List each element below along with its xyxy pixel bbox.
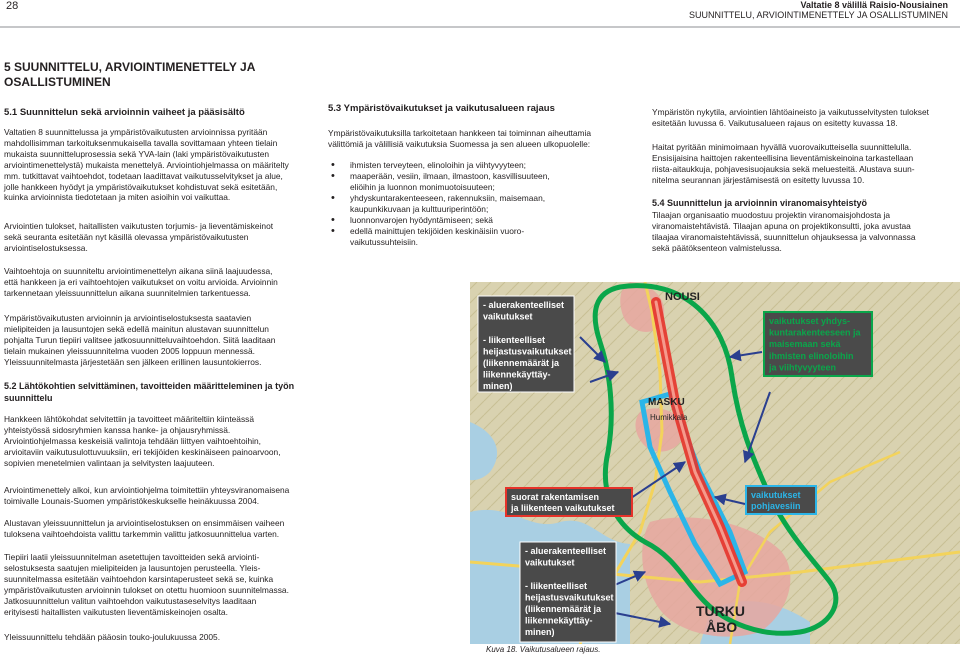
para-right-b — [652, 142, 915, 186]
text-line: Hankkeen lähtökohdat selvitettiin ja tavoitteet määriteltiin kiinteässä — [4, 414, 254, 424]
text-line: pohjalta Turun tiepiiri valitsee jatkosuunnitteluvaihtoehdon. Siitä laaditaan — [4, 334, 276, 345]
text-line: Yleissuunnitelmasta järjestetään sen jälkeen erillinen lausuntokierros. — [4, 356, 262, 367]
text-line: nitelma seurannan järjestämisestä on esitetty luvussa 10. — [652, 174, 865, 185]
text-line: erityisesti haitallisten vaikutusten lieventämiskeinojen osalta. — [4, 606, 228, 617]
text-line: Tilaajan organisaatio muodostuu projektin viranomaisjohdosta ja — [652, 210, 891, 220]
text-line: ihmisten terveyteen, elinoloihin ja viihtyvyyteen; — [350, 160, 526, 170]
map-label-line: minen) — [483, 381, 513, 392]
para-5-1-b — [4, 221, 273, 254]
text-line: esitetään luvussa 6. Vaikutusalueen rajaus on esitetty kuvassa 18. — [652, 117, 898, 128]
bullet-icon: • — [331, 159, 335, 171]
para-5-2-e: Yleissuunnittelu tehdään pääosin touko-joulukuussa 2005. — [4, 632, 221, 642]
para-5-1-a — [4, 127, 289, 203]
map-label-line: vaikutukset — [483, 311, 533, 322]
text-line: sekä päätöksenteon valmistelussa. — [652, 242, 782, 253]
text-line: mm. tutkittavat vaihtoehdot, todetaan laadittavat vaikutusselvitykset ja alue, — [4, 170, 283, 181]
para-5-3-intro — [328, 128, 591, 150]
text-line: mahdollisimman tarkoituksenmukaisella tavalla sovittamaan yhteen tielain — [4, 137, 278, 148]
text-line: toimivalle Lounais-Suomen ympäristökeskukselle heinäkuussa 2004. — [4, 495, 260, 506]
text-line: yhdyskuntarakenteeseen, rakennuksiin, maisemaan, — [350, 193, 546, 203]
bullet-icon: • — [331, 214, 335, 226]
bullet-item — [331, 215, 550, 226]
text-line: Ympäristövaikutuksilla tarkoitetaan hankkeen tai toiminnan aiheuttamia — [328, 128, 592, 138]
map-label-line: vaikutukset — [751, 490, 801, 500]
text-line: Arviointien tulokset, haitallisten vaikutusten torjumis- ja lieventämiskeinot — [4, 221, 274, 231]
heading-5-2 — [4, 380, 294, 404]
map-label-line: vaikutukset yhdys- — [769, 316, 851, 326]
map-label-line: heijastusvaikutukset — [483, 346, 572, 357]
text-line: kuinka arvioinnista tiedotetaan ja miten asioihin voi vaikuttaa. — [4, 192, 231, 203]
header-subtitle: SUUNNITTELU, ARVIOINTIMENETTELY JA OSALLISTUMINEN — [688, 10, 948, 20]
text-line: mukaista suunnitteluprosessia sekä YVA-lain (laki ympäristövaikutusten — [4, 148, 270, 159]
heading-5-4: 5.4 Suunnittelun ja arvioinnin viranomaisyhteistyö — [652, 198, 868, 208]
text-line: sopivien menetelmien valintaan ja selvitysten laajuuteen. — [4, 457, 215, 468]
text-line: Ensisijaisina haittojen rakenteellisina lieventämiskeinoina tarkastellaan — [652, 152, 914, 163]
heading-5-1: 5.1 Suunnittelun sekä arvioinnin vaiheet ja pääsisältö — [4, 107, 245, 118]
bullet-item — [331, 160, 550, 171]
map-label-line: maisemaan sekä — [769, 339, 841, 350]
map-label-line: (liikennemäärät ja — [525, 604, 602, 614]
bullet-item — [331, 171, 550, 193]
bullet-icon: • — [331, 225, 335, 237]
impact-area-map — [470, 282, 960, 644]
text-line: ympäristövaikutusten arvioinnin tulokset on otettu huomioon suunnitelmassa. — [4, 584, 289, 595]
text-line: välittömiä ja välillisiä vaikutuksia Suomessa ja sen alueen ulkopuolelle: — [328, 138, 591, 149]
bullet-icon: • — [331, 192, 335, 204]
map-label-line: - liikenteelliset — [525, 580, 588, 591]
label-box-blue-text — [751, 490, 801, 511]
para-5-1-c — [4, 266, 278, 299]
map-label-line: ja viihtyvyyteen — [769, 362, 837, 373]
text-line: edellä mainittujen tekijöiden keskinäisiin vuoro- — [350, 226, 525, 236]
para-5-4 — [652, 210, 916, 254]
text-line: arviointiselostuksessa. — [4, 242, 88, 253]
heading-5-3: 5.3 Ympäristövaikutukset ja vaikutusalueen rajaus — [328, 103, 555, 114]
text-line: maaperään, vesiin, ilmaan, ilmastoon, kasvillisuuteen, — [350, 171, 550, 181]
para-5-2-d — [4, 552, 289, 617]
text-line: yhteistyössä sidosryhmien kanssa hanke- ja ohjausryhmissä. — [4, 424, 231, 435]
text-line: luonnonvarojen hyödyntämiseen; sekä — [350, 215, 493, 225]
text-line: vaikutussuhteisiin. — [350, 237, 418, 247]
text-line: selostuksesta saatujen mielipiteiden ja lausuntojen perusteella. Yleis- — [4, 562, 261, 573]
map-label-line: (liikennemäärät ja — [483, 358, 560, 368]
map-label-line: suorat rakentamisen — [511, 492, 600, 502]
text-line: Ympäristövaikutusten arvioinnin ja arviointiselostuksesta saatavien — [4, 313, 252, 323]
text-line: mielipiteiden ja lausuntojen sekä edellä mainitun alustavan suunnittelun — [4, 323, 269, 334]
map-label-line: ihmisten elinoloihin — [769, 350, 854, 361]
text-line: arvioitaviin vaikutusulottuvuuksiin, eri tekijöiden keskinäiseen painoarvoon, — [4, 446, 281, 457]
impact-bullet-list — [331, 160, 550, 248]
text-line: Tiepiiri laatii yleissuunnitelman asetettujen tavoitteiden sekä arviointi- — [4, 552, 260, 562]
text-line: tielain mukainen yleissuunnitelma vuoden 2005 loppuun mennessä. — [4, 345, 255, 356]
para-5-2-a — [4, 414, 281, 469]
text-line: Vaihtoehtoja on suunniteltu arviointimenettelyn aikana siinä laajuudessa, — [4, 266, 273, 276]
map-label-line: vaikutukset — [525, 557, 575, 568]
place-label-humikkala: Humikkala — [650, 413, 688, 422]
text-line: suunnittelu — [4, 393, 53, 403]
text-line: kaupunkikuvaan ja kulttuuriperintöön; — [350, 204, 489, 214]
map-label-line: heijastusvaikutukset — [525, 592, 614, 603]
header-title: Valtatie 8 välillä Raisio-Nousiainen — [800, 0, 948, 10]
text-line: Jatkosuunnittelun valitun vaihtoehdon vaikutustaseselvitys laaditaan — [4, 595, 257, 606]
text-line: Arviointiohjelmassa keskeisiä valintoja tehdään liittyen vaihtoehtoihin, — [4, 435, 261, 446]
text-line: eliöihin ja luonnon monimuotoisuuteen; — [350, 182, 495, 192]
label-box-red-text — [510, 492, 615, 513]
text-line: suunnitelmassa esitetään vaihtoehdon karsintaperusteet sekä se, kuinka — [4, 573, 274, 584]
text-line: Valtatien 8 suunnittelussa ja ympäristövaikutusten arvioinnissa pyritään — [4, 127, 268, 137]
text-line: että hankkeen ja eri vaihtoehtojen vaikutukset on voitu arvioida. Arvioinnin — [4, 276, 278, 287]
text-line: riista-aitaukkuja, pohjavesisuojauksia sekä meluesteitä. Alustava suun- — [652, 163, 915, 174]
bullet-icon: • — [331, 170, 335, 182]
map-label-line: kuntarakenteeseen ja — [769, 327, 861, 338]
header-rule — [0, 26, 960, 28]
text-line: sekä seuranta esitetään nyt käsillä olevassa ympäristövaikutusten — [4, 231, 249, 242]
para-right-a — [652, 107, 929, 129]
text-line: Haitat pyritään minimoimaan hyvällä vuorovaikutteisella suunnittelulla. — [652, 142, 912, 152]
text-line: Alustavan yleissuunnittelun ja arviointiselostuksen on ensimmäisen vaiheen — [4, 518, 285, 528]
place-label-nousiainen: NOUSI — [665, 291, 700, 303]
map-label-line: - aluerakenteelliset — [525, 546, 607, 556]
place-label-turku: TURKU — [696, 603, 745, 619]
bullet-item — [331, 193, 550, 215]
page-number: 28 — [6, 0, 19, 12]
para-5-2-b — [4, 485, 289, 507]
map-label-line: liikennekäyttäy- — [483, 369, 551, 380]
section-title: 5 SUUNNITTELU, ARVIOINTIMENETTELY JA OSALLISTUMINEN — [4, 60, 255, 89]
para-5-1-d — [4, 313, 275, 368]
bullet-item — [331, 226, 550, 248]
place-label-masku: MASKU — [648, 397, 685, 408]
map-label-line: minen) — [525, 627, 555, 638]
map-label-line: ja liikenteen vaikutukset — [511, 503, 615, 513]
text-line: tilaajaa viranomaistehtävissä, suunnittelun ohjauksessa ja valvonnassa — [652, 231, 916, 242]
figure-caption: Kuva 18. Vaikutusalueen rajaus. — [486, 645, 601, 654]
text-line: tarkennetaan yleissuunnittelun aikana suunnitelmien tarkentuessa. — [4, 287, 251, 298]
para-5-2-c — [4, 518, 284, 540]
text-line: arviointimenettelystä) mukaista menettelyä. Arviointiohjelmassa on määritelty — [4, 159, 289, 170]
text-line: 5.2 Lähtökohtien selvittäminen, tavoitteiden määritteleminen ja työn — [4, 381, 295, 391]
running-header — [689, 0, 948, 20]
map-label-line: - aluerakenteelliset — [483, 300, 565, 310]
place-label-abo: ÅBO — [706, 619, 738, 635]
text-line: Ympäristön nykytila, arviointien lähtöaineisto ja vaikutusselvitysten tulokset — [652, 107, 929, 117]
map-label-line: pohjavesiin — [751, 501, 801, 511]
text-line: viranomaistehtävistä. Tilaajan apuna on projektikonsultti, joka avustaa — [652, 220, 911, 231]
map-label-line: liikennekäyttäy- — [525, 615, 593, 626]
map-label-line: - liikenteelliset — [483, 334, 546, 345]
text-line: jolle hankkeen hyödyt ja ympäristövaikutukset kohdistuvat sekä esitetään, — [4, 181, 278, 192]
text-line: tuloksena vaihtoehdoista valittu tarkemmin valittu jatkosuunnittelua varten. — [4, 528, 280, 539]
text-line: Arviointimenettely alkoi, kun arviointiohjelma toimitettiin yhteysviranomaisena — [4, 485, 290, 495]
